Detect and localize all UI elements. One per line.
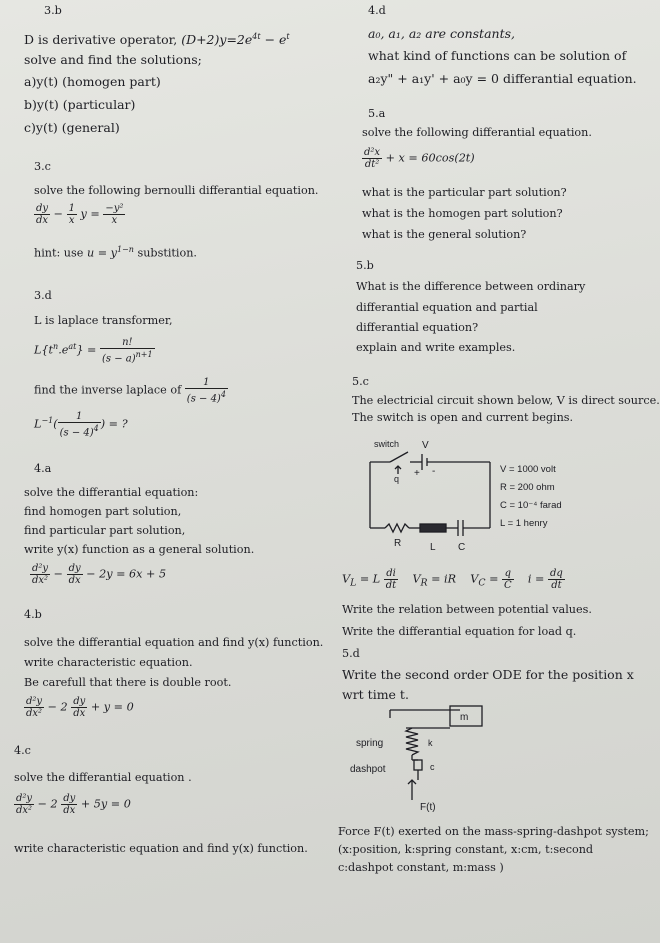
rlc-circuit-diagram bbox=[350, 434, 640, 564]
mass-label: m bbox=[460, 712, 469, 723]
q4d-line1: a₀, a₁, a₂ are constants, bbox=[368, 26, 515, 41]
circuit-value-3: C = 10⁻⁴ farad bbox=[500, 500, 562, 511]
q5b-line2: differantial equation and partial bbox=[356, 301, 538, 314]
q3d-line1: L is laplace transformer, bbox=[34, 314, 173, 327]
q4c-line1: solve the differantial equation . bbox=[14, 771, 192, 784]
question-number-4a: 4.a bbox=[34, 462, 52, 475]
q5c-line2: The switch is open and current begins. bbox=[352, 411, 574, 424]
q5b-line1: What is the difference between ordinary bbox=[356, 280, 586, 293]
q4b-equation: $\frac{\text{d²y}}{\text{dx²}}$ − 2 $\frac{dy}{dx}$ + y = 0 bbox=[26, 696, 134, 719]
q5a-line1: solve the following differantial equation. bbox=[362, 126, 592, 139]
resistor-label: R bbox=[394, 538, 402, 549]
q4a-line4: write y(x) function as a general solution. bbox=[24, 543, 255, 556]
q3b-part-c: c)y(t) (general) bbox=[24, 120, 120, 135]
q5c-relations: $V_L = L$ $\frac{di}{dt}$ $V_R$ = iR $V_C$ = $\frac{q}{C}$ i = $\frac{dq}{dt}$ bbox=[342, 568, 563, 591]
dashpot-label: dashpot bbox=[350, 764, 386, 775]
mass-spring-dashpot-diagram bbox=[350, 700, 520, 820]
q5d-line3: Force F(t) exerted on the mass-spring-dashpot system; bbox=[338, 825, 649, 838]
question-number-5a: 5.a bbox=[368, 107, 386, 120]
question-number-4d: 4.d bbox=[368, 4, 386, 17]
q4a-equation: $\frac{\text{d²y}}{\text{dx²}}$ − $\frac{dy}{dx}$ − 2y = 6x + 5 bbox=[32, 563, 167, 586]
q5c-line3: Write the relation between potential values. bbox=[342, 603, 592, 616]
q5b-line4: explain and write examples. bbox=[356, 341, 516, 354]
question-number-3d: 3.d bbox=[34, 289, 52, 302]
minus-terminal: - bbox=[432, 466, 436, 477]
q4a-line2: find homogen part solution, bbox=[24, 505, 182, 518]
question-number-3c: 3.c bbox=[34, 160, 51, 173]
q4c-equation: $\frac{\text{d²y}}{\text{dx²}}$ − 2 $\frac{dy}{dx}$ + 5y = 0 bbox=[16, 793, 131, 816]
spring-constant-label: k bbox=[428, 738, 433, 748]
q5c-line1: The electricial circuit shown below, V is direct source. bbox=[352, 394, 660, 407]
q5a-line4: what is the general solution? bbox=[362, 228, 527, 241]
q4d-line2: what kind of functions can be solution of bbox=[368, 48, 627, 63]
circuit-value-4: L = 1 henry bbox=[500, 518, 548, 529]
damping-label: c bbox=[430, 762, 435, 772]
q4a-line1: solve the differantial equation: bbox=[24, 486, 199, 499]
q3d-line2: find the inverse laplace of $\frac{1}{(s - 4)^4}$ bbox=[34, 377, 226, 405]
q4c-line2: write characteristic equation and find y(x) function. bbox=[14, 842, 308, 855]
q3c-line1: solve the following bernoulli differantial equation. bbox=[34, 184, 319, 197]
question-number-5c: 5.c bbox=[352, 375, 369, 388]
q4b-line3: Be carefull that there is double root. bbox=[24, 676, 232, 689]
circuit-value-2: R = 200 ohm bbox=[500, 482, 555, 493]
q3d-laplace-formula: $L\{t^n.e^{at}\}$ = $\frac{n!}{(s - a)^{n+1}}$ bbox=[34, 337, 153, 365]
spring-label: spring bbox=[356, 738, 384, 749]
q5d-line2: wrt time t. bbox=[342, 687, 409, 702]
circuit-value-1: V = 1000 volt bbox=[500, 464, 556, 475]
q5c-line4: Write the differantial equation for load q. bbox=[342, 625, 577, 638]
q3b-part-b: b)y(t) (particular) bbox=[24, 97, 136, 112]
q5a-line3: what is the homogen part solution? bbox=[362, 207, 563, 220]
q3b-line2: solve and find the solutions; bbox=[24, 52, 202, 67]
q5a-line2: what is the particular part solution? bbox=[362, 186, 567, 199]
q3c-equation: $\frac{dy}{dx}$ − $\frac{1}{x}$ y = $\frac{\text{−y²}}{x}$ bbox=[36, 203, 124, 226]
q3b-part-a: a)y(t) (homogen part) bbox=[24, 74, 161, 89]
question-number-4c: 4.c bbox=[14, 744, 31, 757]
charge-label: q bbox=[394, 474, 400, 484]
question-number-4b: 4.b bbox=[24, 608, 42, 621]
switch-label: switch bbox=[374, 439, 400, 449]
q4b-line2: write characteristic equation. bbox=[24, 656, 193, 669]
q5b-line3: differantial equation? bbox=[356, 321, 479, 334]
voltage-source-label: V bbox=[422, 440, 429, 451]
question-number-5b: 5.b bbox=[356, 259, 374, 272]
q5d-line4: (x:position, k:spring constant, x:cm, t:second bbox=[338, 843, 594, 856]
q3d-inverse-question: $L^{-1}$( $\frac{1}{(s - 4)^4}$ ) = ? bbox=[34, 411, 128, 439]
plus-terminal: + bbox=[414, 468, 420, 479]
question-number-5d: 5.d bbox=[342, 647, 360, 660]
q5d-line1: Write the second order ODE for the position x bbox=[342, 667, 634, 682]
q3b-line1: D is derivative operator, $(D+2)y=2e^{4t} - e^t$ bbox=[24, 32, 290, 48]
q4a-line3: find particular part solution, bbox=[24, 524, 186, 537]
question-number-3b: 3.b bbox=[44, 4, 62, 17]
q4d-line3: a₂y" + a₁y' + a₀y = 0 differantial equation. bbox=[368, 71, 637, 86]
q4b-line1: solve the differantial equation and find y(x) function. bbox=[24, 636, 324, 649]
q3c-hint: hint: use $u = y^{1-n}$ substition. bbox=[34, 245, 197, 260]
force-label: F(t) bbox=[420, 802, 436, 813]
q5d-line5: c:dashpot constant, m:mass ) bbox=[338, 861, 504, 874]
capacitor-label: C bbox=[458, 542, 466, 553]
inductor-label: L bbox=[430, 542, 436, 553]
q5a-equation: $\frac{\text{d²x}}{\text{dt²}}$ + x = 60cos(2t) bbox=[364, 147, 475, 170]
